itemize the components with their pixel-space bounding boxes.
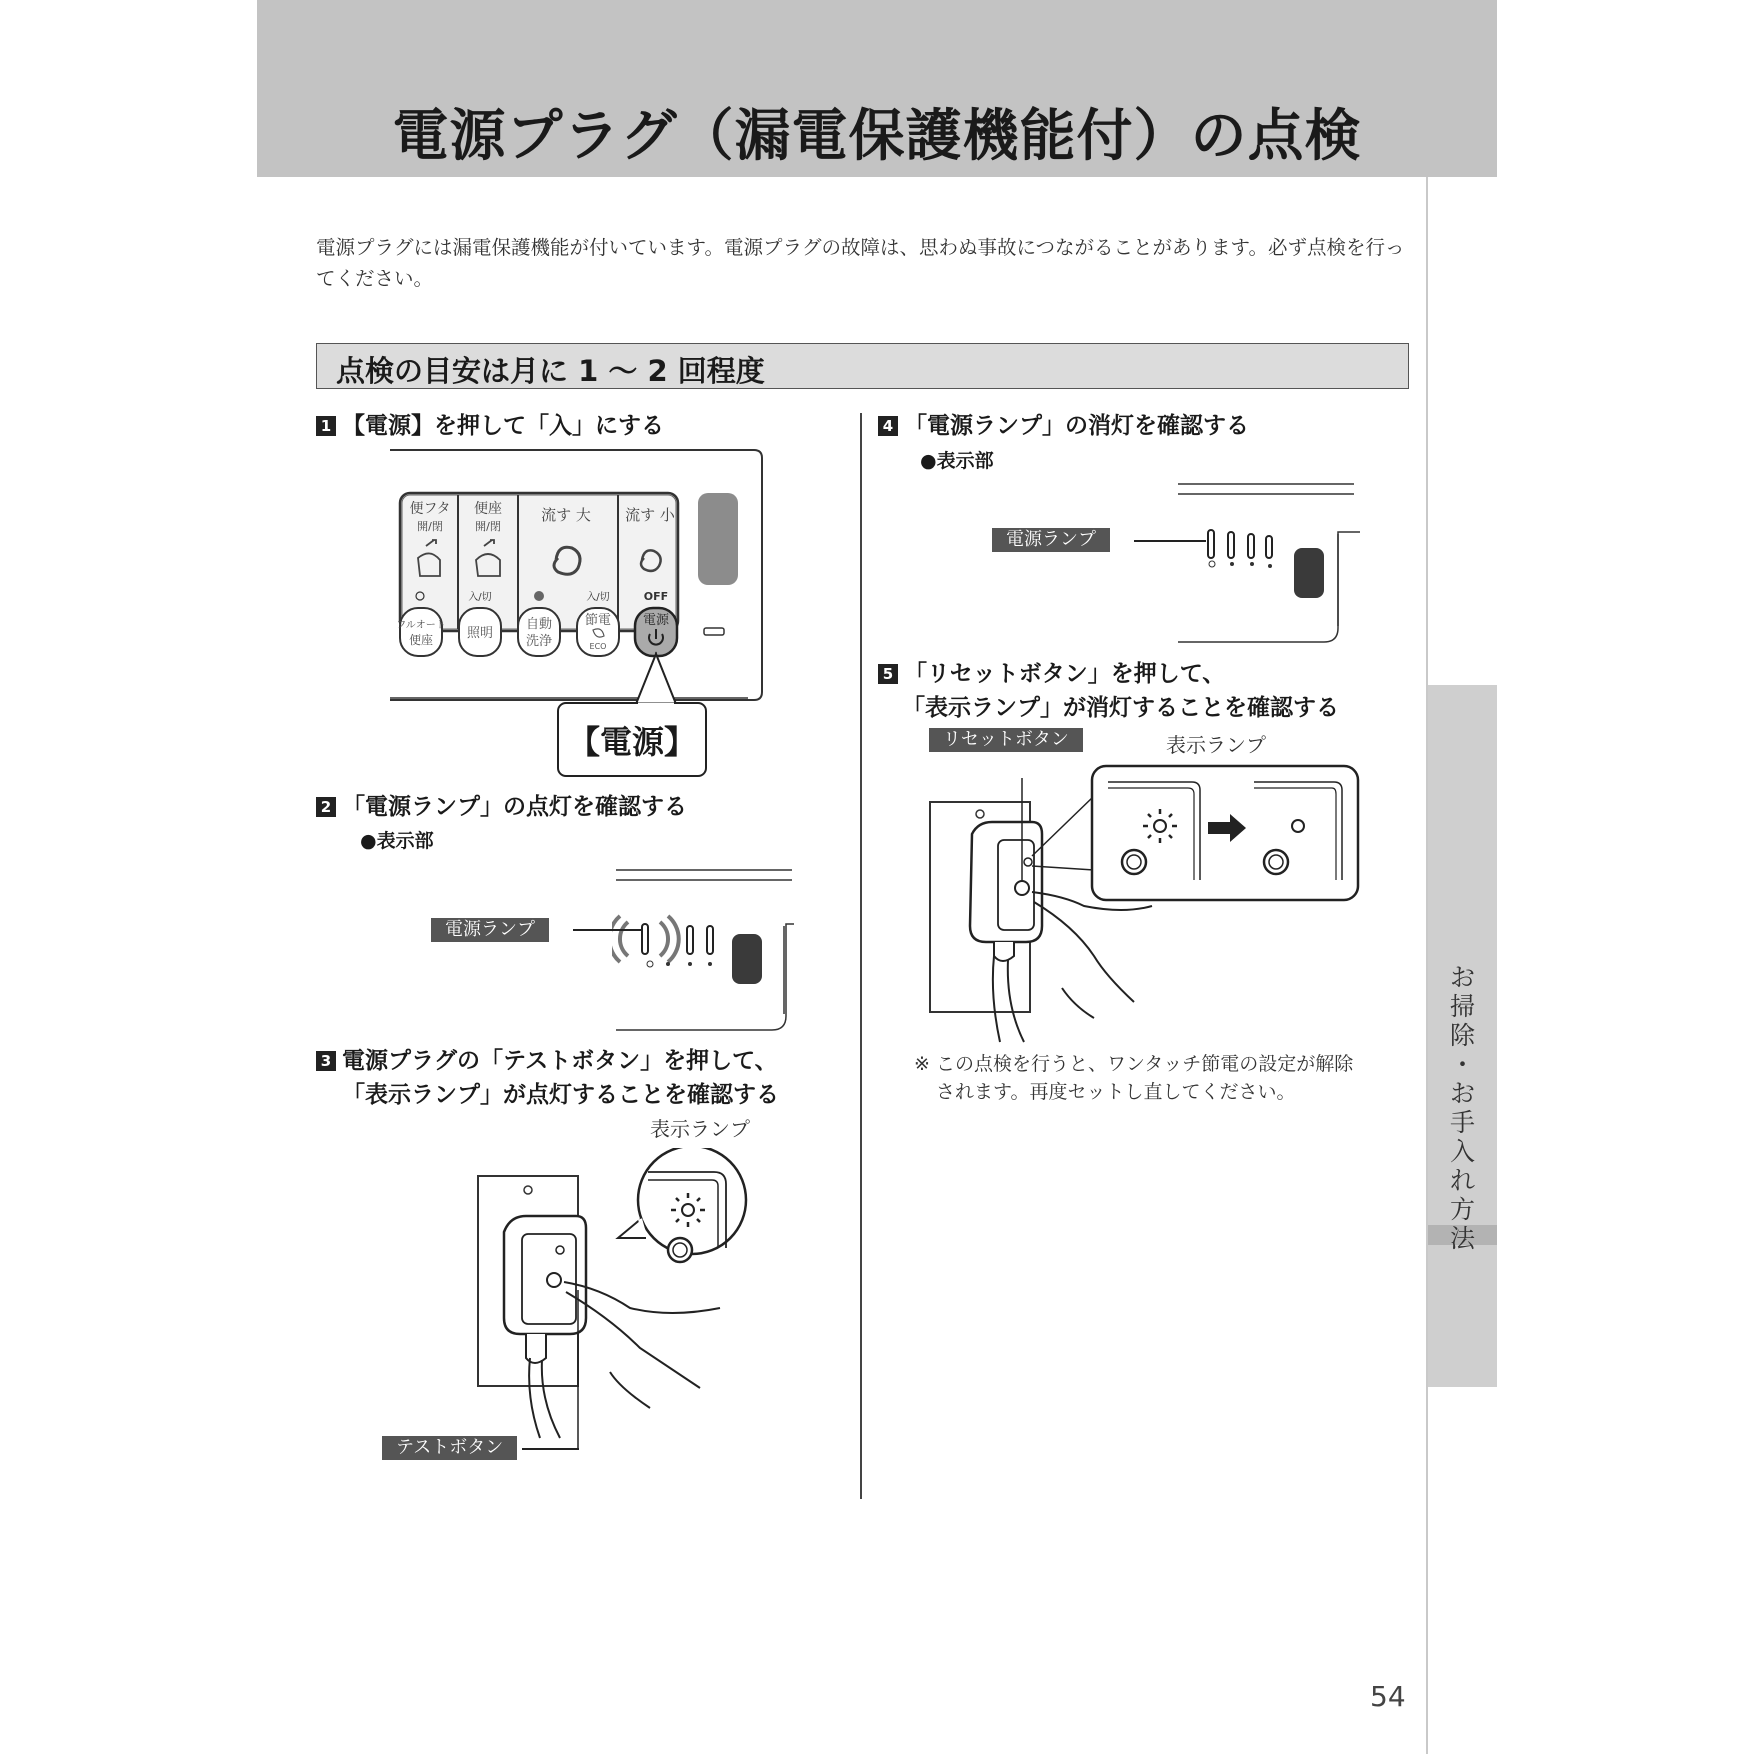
deodorize-symbol-icon bbox=[708, 962, 712, 966]
seat-button-sub: 開/閉 bbox=[475, 520, 501, 533]
chapter-tab-char: 入 bbox=[1449, 1137, 1475, 1166]
step-5-title-1: 「リセットボタン」を押して、 bbox=[904, 661, 1226, 687]
seat-button-label: 便座 bbox=[474, 501, 502, 517]
control-panel-illustration bbox=[388, 448, 768, 788]
deodorize-lamp bbox=[1266, 536, 1272, 558]
chapter-tab-char: ・ bbox=[1449, 1050, 1475, 1079]
eco-lamp bbox=[1228, 532, 1234, 558]
step-number: 4 bbox=[878, 416, 898, 436]
lid-button-sub: 開/閉 bbox=[417, 520, 443, 533]
chapter-tab-char: れ bbox=[1449, 1166, 1475, 1195]
step-5-title-2: 「表示ランプ」が消灯することを確認する bbox=[902, 695, 1339, 721]
display-lamps-on-illustration bbox=[612, 864, 802, 1034]
eco-symbol-icon bbox=[666, 962, 670, 966]
eco-indicator-label: 入/切 bbox=[586, 592, 610, 603]
step-3-title-2: 「表示ランプ」が点灯することを確認する bbox=[342, 1082, 779, 1108]
svg-text:洗浄: 洗浄 bbox=[525, 634, 553, 649]
step-2-heading bbox=[316, 790, 687, 824]
wash-lamp bbox=[1248, 534, 1254, 558]
step-2-title: 「電源ランプ」の点灯を確認する bbox=[342, 794, 687, 820]
step-number: 2 bbox=[316, 797, 336, 817]
svg-text:ECO: ECO bbox=[589, 642, 607, 651]
lid-button-label: 便フタ bbox=[409, 501, 451, 517]
power-lamp-leader bbox=[573, 929, 643, 931]
power-symbol-icon bbox=[1209, 561, 1215, 567]
lamp-off-icon bbox=[1292, 820, 1304, 832]
panel-small-lamp bbox=[704, 628, 724, 635]
power-symbol-icon bbox=[647, 961, 653, 967]
wash-symbol-icon bbox=[1250, 562, 1254, 566]
plug-indicator-lamp bbox=[556, 1246, 564, 1254]
panel-sensor-window bbox=[698, 493, 738, 585]
svg-text:便座: 便座 bbox=[408, 633, 434, 647]
footnote-line-1: ※ この点検を行うと、ワンタッチ節電の設定が解除 bbox=[914, 1053, 1354, 1075]
step-1-title: 【電源】を押して「入」にする bbox=[342, 413, 664, 439]
eco-lamp bbox=[687, 926, 693, 954]
step-4-sub: ●表示部 bbox=[920, 450, 994, 472]
step-2-sub: ●表示部 bbox=[360, 830, 434, 852]
flush-large-label: 流す 大 bbox=[541, 506, 591, 524]
plug-cord-collar bbox=[994, 942, 1014, 961]
intro-text: 電源プラグには漏電保護機能が付いています。電源プラグの故障は、思わぬ事故につながることがあります。必ず点検を行ってください。 bbox=[316, 236, 1405, 290]
power-lamp bbox=[1208, 530, 1214, 558]
section-title: 点検の目安は月に 1 ～ 2 回程度 bbox=[336, 354, 765, 388]
step-4-title: 「電源ランプ」の消灯を確認する bbox=[904, 413, 1249, 439]
plug-reset-illustration bbox=[924, 756, 1364, 1046]
finger-hand bbox=[564, 1282, 720, 1388]
auto-indicator bbox=[534, 591, 544, 601]
step-4-heading bbox=[878, 409, 1249, 443]
power-lamp-leader-2 bbox=[1134, 540, 1206, 542]
eco-button[interactable] bbox=[577, 608, 619, 656]
plug-reset-button bbox=[1015, 881, 1029, 895]
chapter-tab-char: 方 bbox=[1449, 1195, 1475, 1224]
power-button[interactable] bbox=[635, 608, 677, 656]
page-number: 54 bbox=[1370, 1680, 1406, 1713]
svg-text:自動: 自動 bbox=[525, 617, 553, 632]
svg-text:電源: 電源 bbox=[642, 613, 670, 628]
plug-test-illustration bbox=[470, 1148, 780, 1448]
footnote-line-2: されます。再度セットし直してください。 bbox=[936, 1081, 1296, 1103]
chapter-tab-char: 除 bbox=[1449, 1021, 1475, 1050]
flush-small-label: 流す 小 bbox=[625, 506, 675, 524]
zoom-circle bbox=[638, 1148, 746, 1254]
footnote bbox=[914, 1050, 1414, 1106]
step-number: 1 bbox=[316, 416, 336, 436]
plug-indicator-lamp bbox=[1024, 858, 1032, 866]
indicator-lamp-label: 表示ランプ bbox=[650, 1117, 750, 1141]
test-button-label: テストボタン bbox=[382, 1436, 517, 1460]
svg-text:照明: 照明 bbox=[466, 626, 494, 641]
display-sensor-window bbox=[732, 934, 762, 984]
deodorize-symbol-icon bbox=[1268, 564, 1272, 568]
step-3-title-1: 電源プラグの「テストボタン」を押して、 bbox=[342, 1048, 778, 1074]
chapter-tab-char: 掃 bbox=[1449, 992, 1475, 1021]
reset-button-label: リセットボタン bbox=[929, 728, 1083, 752]
finger-hand bbox=[1032, 892, 1152, 1002]
power-indicator-label: OFF bbox=[643, 590, 669, 603]
column-divider bbox=[860, 413, 862, 1499]
step-1-heading bbox=[316, 409, 664, 443]
step-3-heading bbox=[316, 1044, 778, 1078]
chapter-tab-char: お bbox=[1449, 963, 1475, 992]
step-number: 5 bbox=[878, 664, 898, 684]
auto-flush-button[interactable] bbox=[518, 608, 560, 656]
fullauto-seat-button[interactable] bbox=[396, 608, 446, 656]
chapter-tab-label bbox=[1428, 963, 1497, 1253]
plug-test-button bbox=[547, 1273, 561, 1287]
chapter-tab-char: 法 bbox=[1449, 1224, 1475, 1253]
eco-symbol-icon bbox=[1230, 562, 1234, 566]
chapter-tab-char: お bbox=[1449, 1079, 1475, 1108]
power-lamp-label: 電源ランプ bbox=[431, 918, 549, 942]
page-title: 電源プラグ（漏電保護機能付）の点検 bbox=[392, 104, 1362, 169]
chapter-tab-char: 手 bbox=[1449, 1108, 1475, 1137]
indicator-lamp-label-2: 表示ランプ bbox=[1166, 733, 1266, 757]
svg-text:節電: 節電 bbox=[584, 613, 612, 628]
display-lamps-off-illustration bbox=[1174, 478, 1364, 648]
test-button-leader bbox=[522, 1448, 579, 1450]
step-number: 3 bbox=[316, 1051, 336, 1071]
wash-lamp bbox=[707, 926, 713, 954]
step-5-heading bbox=[878, 657, 1225, 691]
power-callout: 【電源】 bbox=[567, 723, 697, 761]
svg-text:フルオート: フルオート bbox=[396, 620, 446, 631]
power-lamp-label-2: 電源ランプ bbox=[992, 528, 1110, 552]
wash-symbol-icon bbox=[688, 962, 692, 966]
light-indicator-label: 入/切 bbox=[468, 592, 492, 603]
display-sensor-window bbox=[1294, 548, 1324, 598]
light-button[interactable] bbox=[459, 608, 501, 656]
